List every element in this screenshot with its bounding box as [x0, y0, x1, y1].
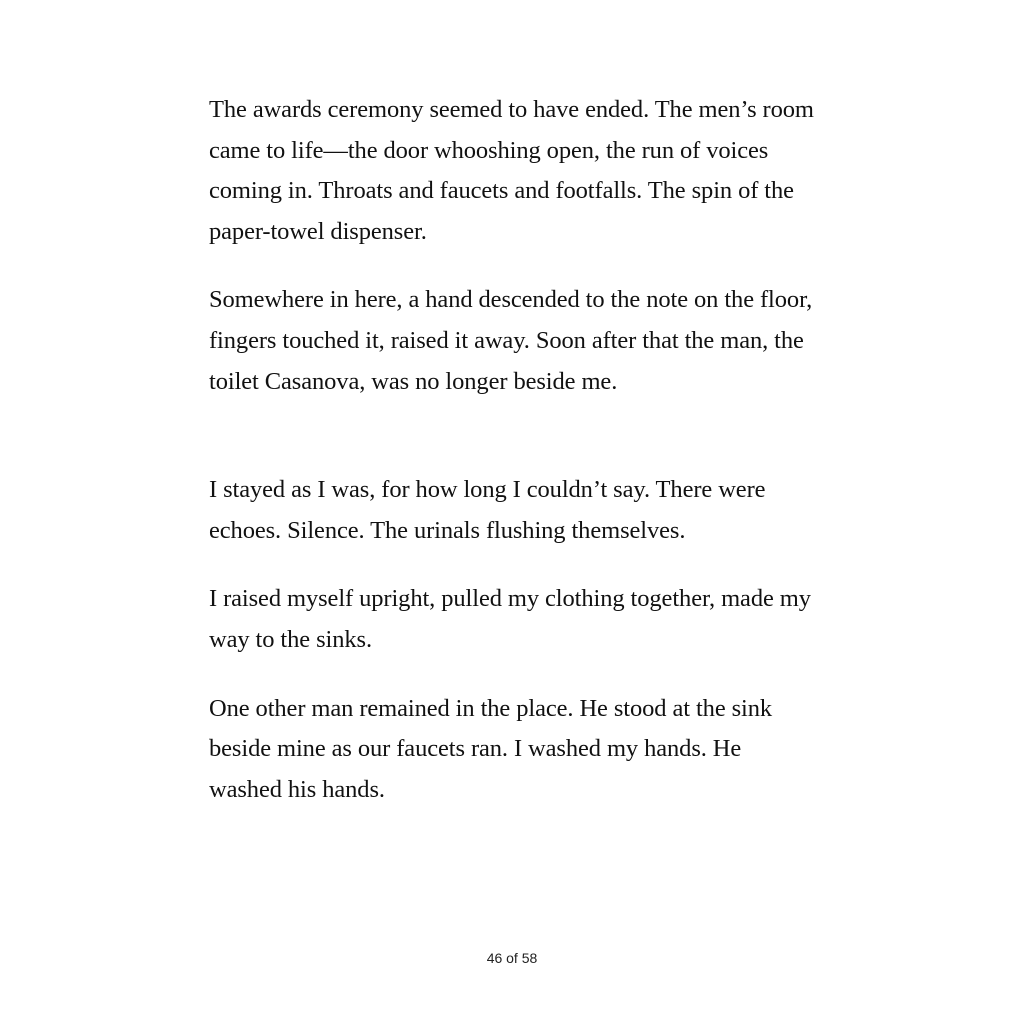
paragraph-4: I raised myself upright, pulled my clothing together, made my way to the sinks.: [209, 585, 811, 653]
paragraph-1: The awards ceremony seemed to have ended. The men’s room came to life—the door whooshing open, the run of voices coming in. Throats and faucets and footfalls. The spin of the paper-towel dispenser.: [209, 96, 814, 245]
paragraph-5: One other man remained in the place. He stood at the sink beside mine as our faucets ran. I washed my hands. He washed his hands.: [209, 694, 773, 803]
paragraph-2: Somewhere in here, a hand descended to the note on the floor, fingers touched it, raised it away. Soon after that the man, the toilet Casanova, was no longer beside me.: [209, 286, 813, 395]
paragraph-3: I stayed as I was, for how long I couldn’t say. There were echoes. Silence. The urinals flushing themselves.: [209, 476, 766, 544]
page-text-column: [209, 90, 814, 810]
page-counter: 46 of 58: [486, 950, 538, 966]
